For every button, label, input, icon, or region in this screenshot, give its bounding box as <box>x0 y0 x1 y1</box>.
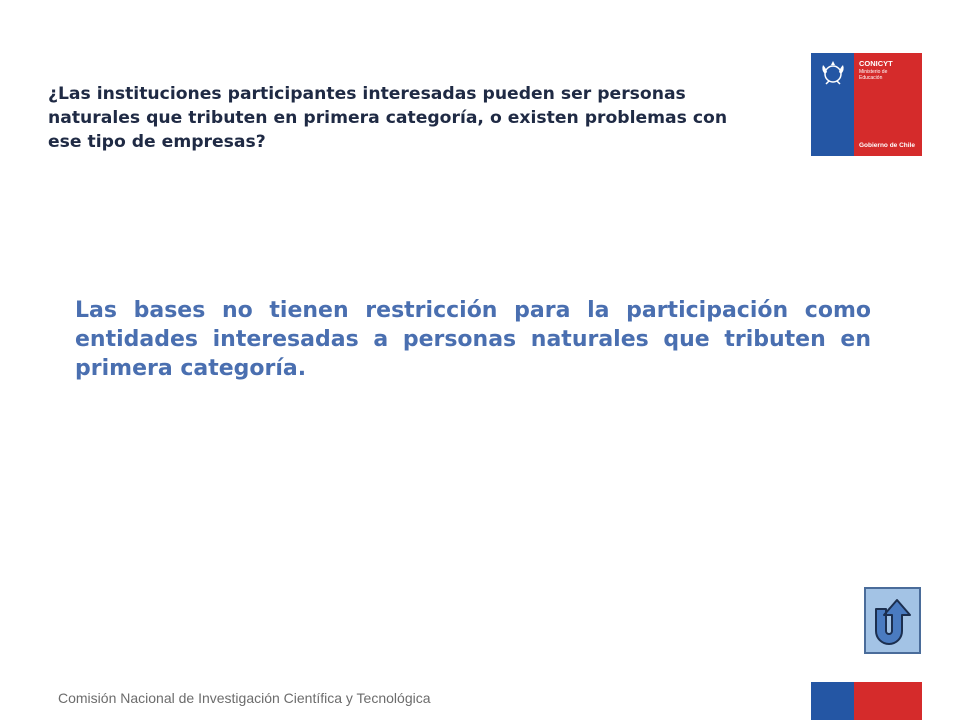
logo-ministry: Ministerio de Educación <box>859 69 888 81</box>
back-button[interactable] <box>864 587 921 654</box>
u-turn-back-arrow-icon <box>870 595 916 647</box>
footer-flag-strip <box>811 682 922 720</box>
answer-text: Las bases no tienen restricción para la participación como entidades interesadas a personas naturales que tributen en primera categoría. <box>75 298 871 381</box>
footer-organization: Comisión Nacional de Investigación Científica y Tecnológica <box>58 690 431 706</box>
logo-brand: CONICYT <box>859 59 893 68</box>
coat-of-arms-icon <box>818 59 848 85</box>
conicyt-logo <box>811 53 922 156</box>
logo-government: Gobierno de Chile <box>859 142 915 149</box>
question-heading: ¿Las instituciones participantes interesadas pueden ser personas naturales que tributen en primera categoría, o existen problemas con ese tipo de empresas? <box>48 84 728 152</box>
